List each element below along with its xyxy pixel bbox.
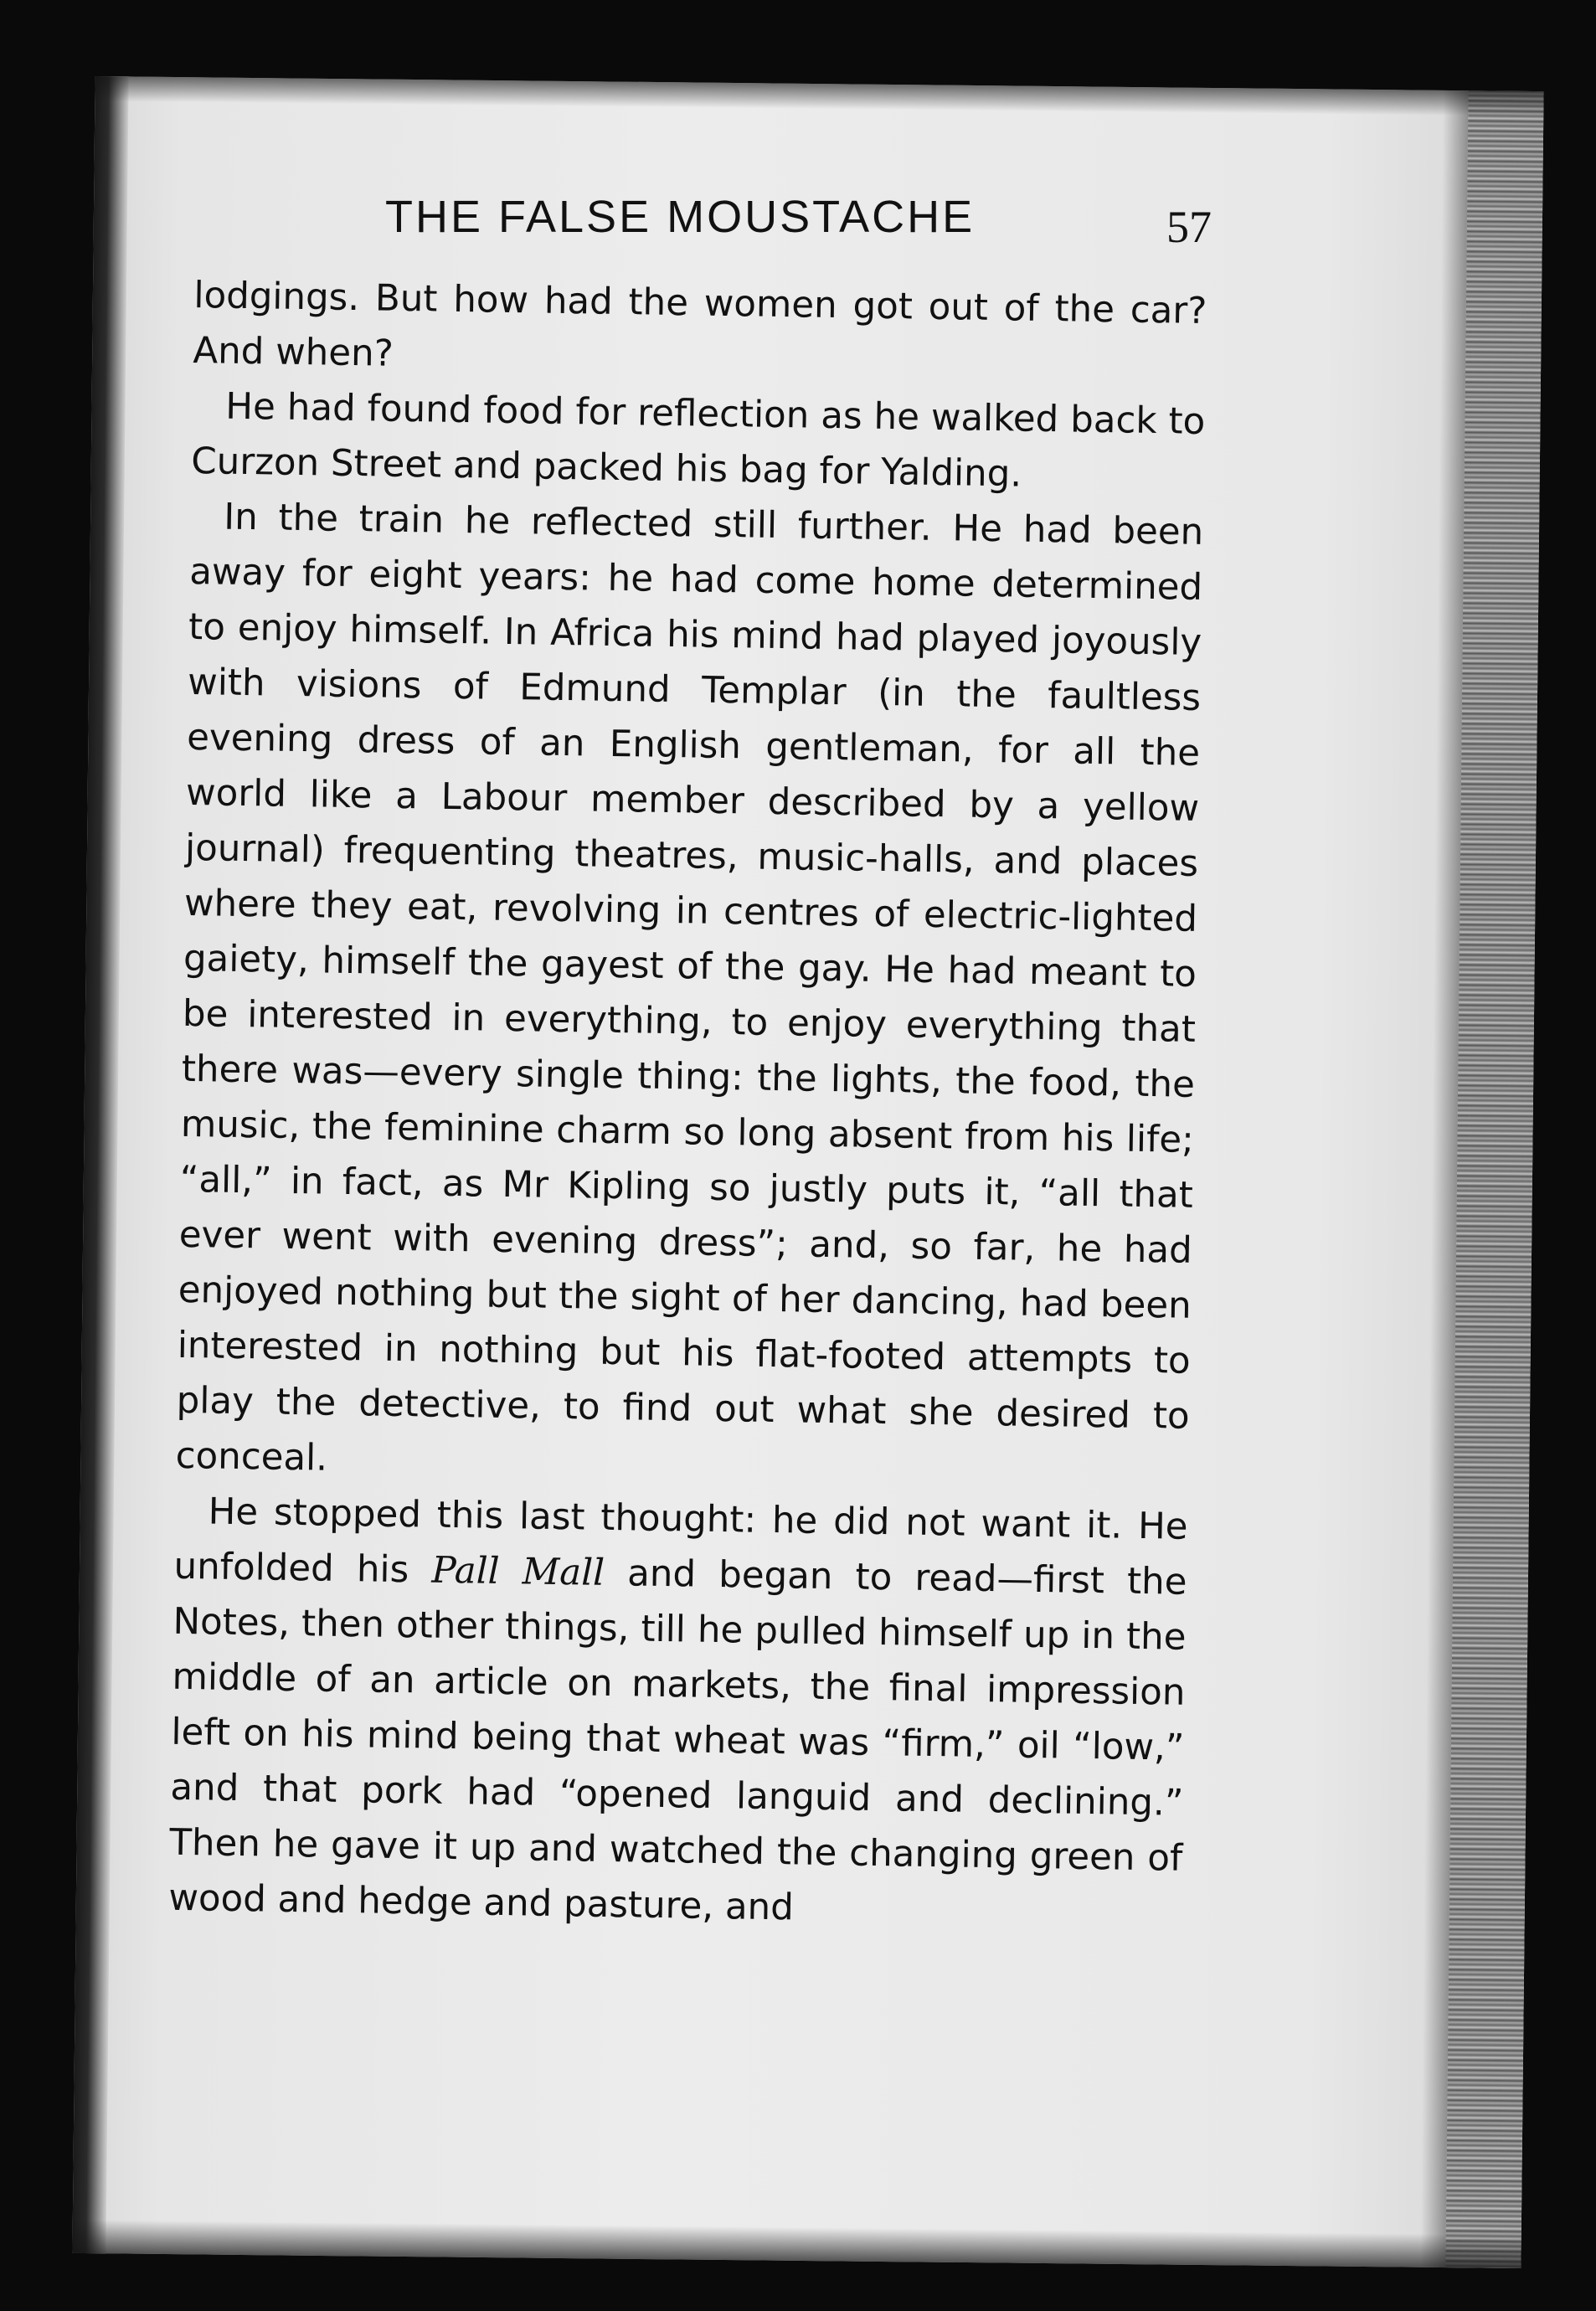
running-title: THE FALSE MOUSTACHE [385, 192, 976, 242]
book-gutter [72, 76, 128, 2253]
newspaper-title: Pall Mall [431, 1549, 605, 1594]
paragraph-3: In the train he reflected still further. He had been away for eight years: he had come home determined to enjoy himself. In Africa his mind had played joyously with visions of Edmund Templar (in the faultless evening dress of an English gentleman, for all the world like a Labour member described by a yellow journal) frequenting theatres, music-halls, and places where they eat, revolving in centres of electric-lighted gaiety, himself the gayest of the gay. He had meant to be interested in everything, to enjoy everything that there was—every single thing: the lights, the food, the music, the feminine charm so long absent from his life; “all,” in fact, as Mr Kipling so justly puts it, “all that ever went with evening dress”; and, so far, he had enjoyed nothing but the sight of her dancing, had been interested in nothing but his flat-footed attempts to play the detective, to find out what she desired to conceal. [175, 496, 1204, 1480]
page-number: 57 [1166, 202, 1212, 252]
bottom-shadow [72, 2220, 1521, 2268]
paragraph-1: lodgings. But how had the women got out of the car? And when? [193, 274, 1207, 375]
page-edges [1445, 90, 1543, 2268]
paragraph-4-text-end: and began to read—first the Notes, then other things, till he pulled himself up in the middle of an article on markets, the final impression left on his mind being that wheat was “firm,” oil “low,” and that pork had “opened languid and declining.” Then he gave it up and watched the changing green of wood and hedge and pasture, and [168, 1552, 1187, 1929]
paragraph-2: He had found food for reflection as he walked back to Curzon Street and packed his bag for Yalding. [190, 385, 1206, 496]
body-text [168, 268, 1207, 1942]
paragraph-4-text-start: He stopped this last thought: he did not want it. He unfolded his [173, 1490, 1188, 1592]
paragraph-4 [168, 1484, 1188, 1942]
top-shadow [95, 76, 1543, 116]
